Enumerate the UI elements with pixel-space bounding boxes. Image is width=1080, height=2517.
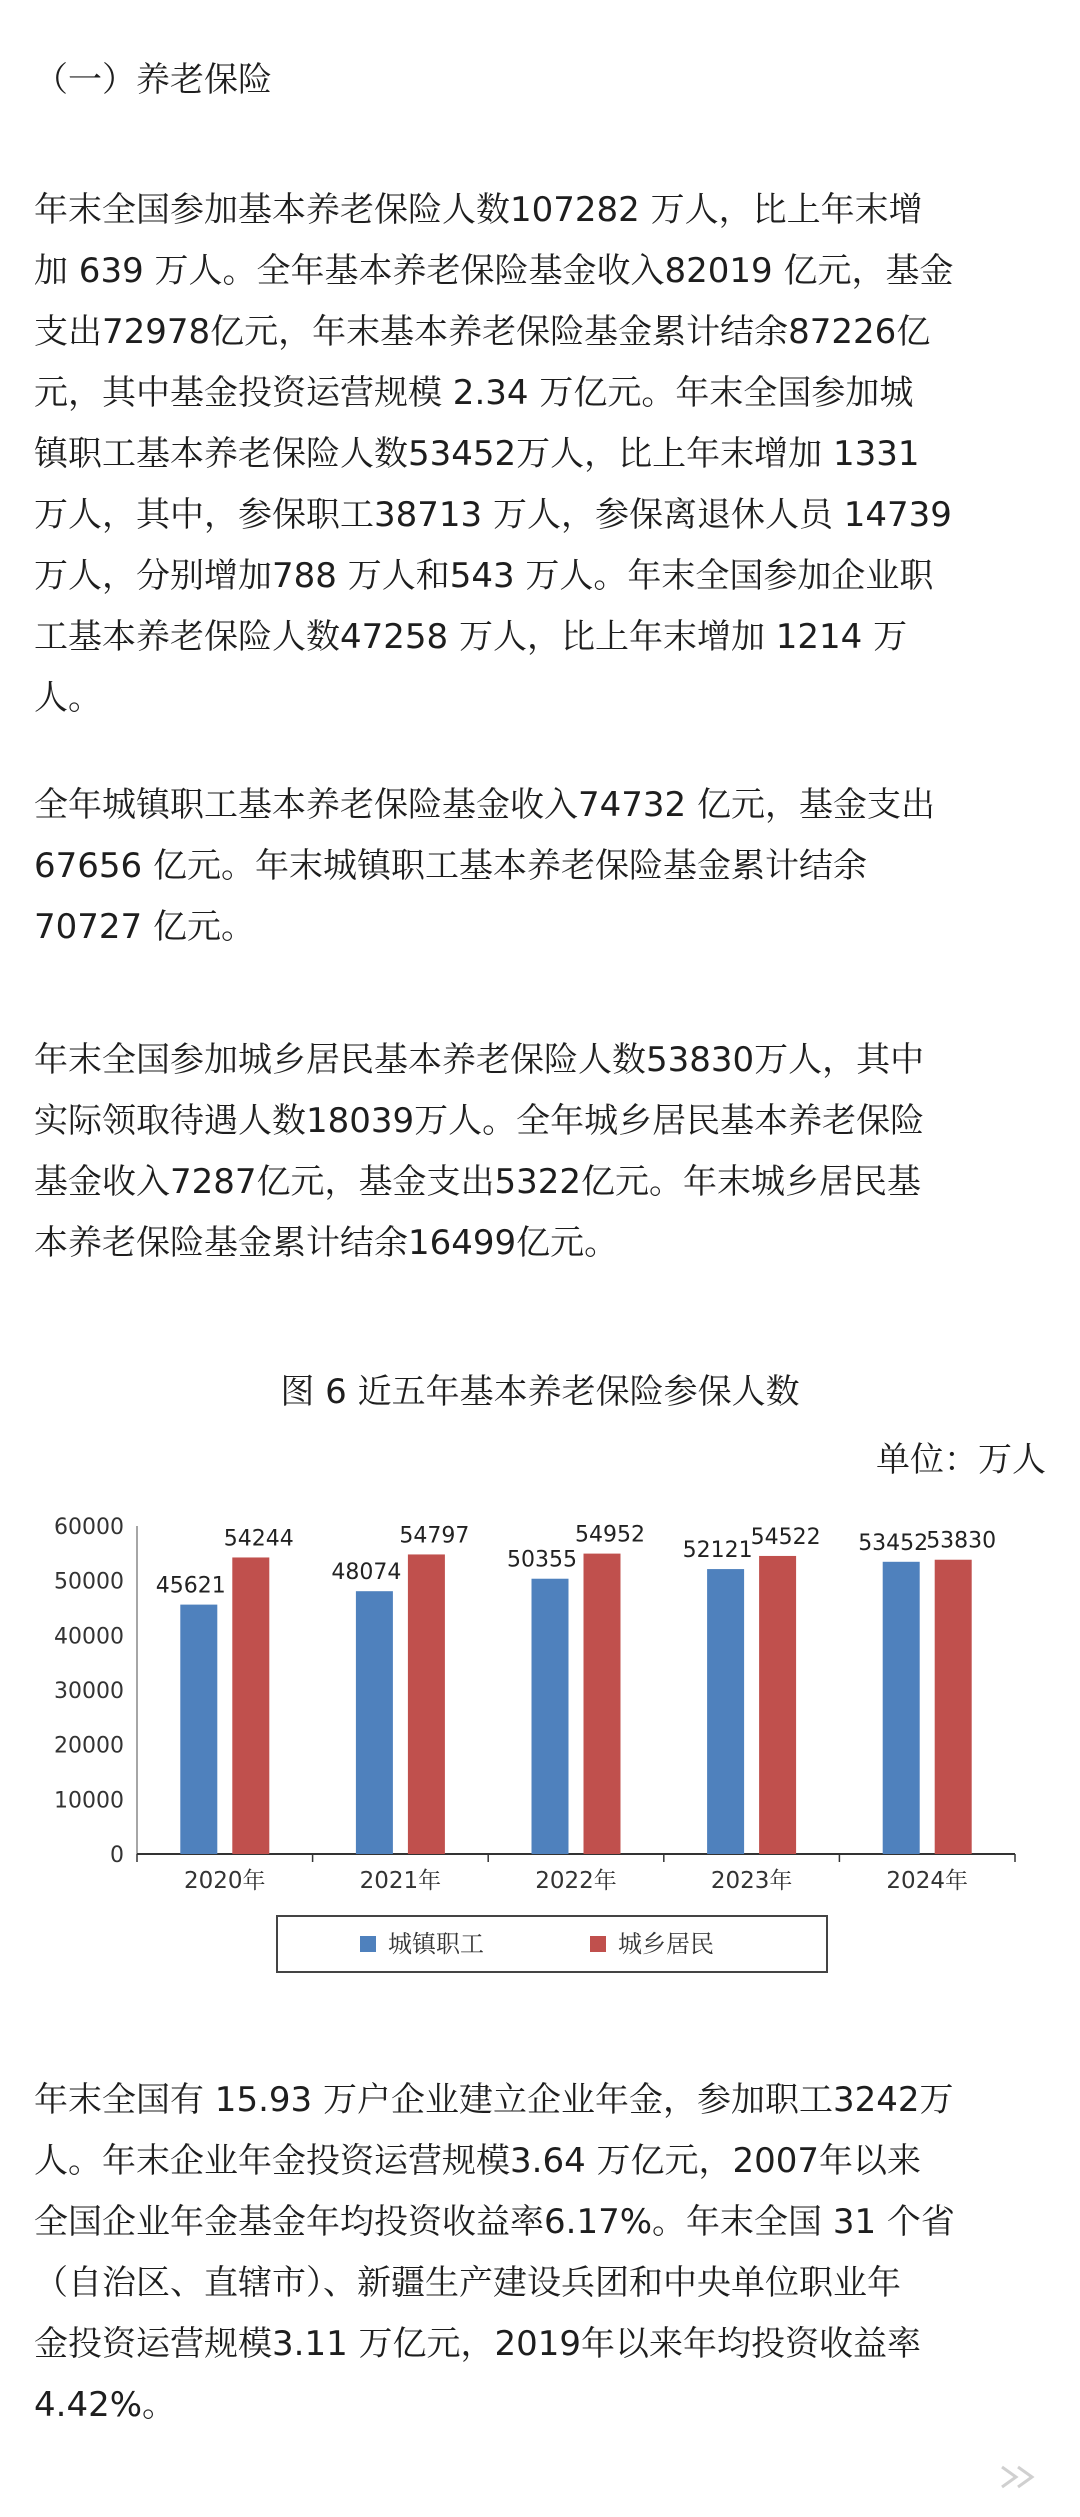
bar-urban-rural-resident [584,1554,621,1854]
y-tick-label: 30000 [54,1679,124,1704]
paragraph-urban-rural-resident [34,1030,1044,1274]
section-heading: （一）养老保险 [34,60,272,100]
y-tick-label: 10000 [54,1788,124,1814]
double-chevron-icon [996,2459,1040,2495]
y-tick-label: 60000 [54,1515,124,1540]
text-line: 全年城镇职工基本养老保险基金收入74732 亿元，基金支出 [34,785,935,825]
bar-urban-rural-resident [935,1560,972,1854]
figure-unit: 单位：万人 [876,1440,1046,1480]
text-line: 人。年末企业年金投资运营规模3.64 万亿元，2007年以来 [34,2141,922,2181]
text-line: 本养老保险基金累计结余16499亿元。 [34,1223,619,1263]
data-label: 54522 [750,1524,821,1550]
data-label: 54952 [575,1522,645,1548]
data-label: 54797 [399,1523,470,1549]
x-tick-label: 2021年 [359,1868,442,1894]
text-line: 全国企业年金基金年均投资收益率6.17%。年末全国 31 个省 [34,2202,955,2242]
x-tick-label: 2020年 [184,1868,266,1894]
y-tick-label: 50000 [54,1569,124,1595]
x-tick-label: 2023年 [710,1868,793,1894]
text-line: 实际领取待遇人数18039万人。全年城乡居民基本养老保险 [34,1101,925,1141]
legend-label: 城乡居民 [618,1930,714,1958]
text-line: 支出72978亿元，年末基本养老保险基金累计结余87226亿 [34,312,931,352]
data-label: 50355 [507,1547,577,1573]
bar-urban-employee [356,1591,393,1854]
text-line: 年末全国有 15.93 万户企业建立企业年金，参加职工3242万 [34,2080,954,2120]
text-line: 年末全国参加基本养老保险人数107282 万人，比上年末增 [34,190,923,230]
text-line: 万人，分别增加788 万人和543 万人。年末全国参加企业职 [34,556,934,596]
figure-title: 图 6 近五年基本养老保险参保人数 [280,1372,800,1412]
text-line: 加 639 万人。全年基本养老保险基金收入82019 亿元，基金 [34,251,954,291]
text-line: 基金收入7287亿元，基金支出5322亿元。年末城乡居民基 [34,1162,922,1202]
text-line: 67656 亿元。年末城镇职工基本养老保险基金累计结余 [34,846,867,886]
bar-chart [0,1490,1080,2010]
bar-urban-rural-resident [408,1554,445,1854]
y-tick-label: 40000 [54,1624,124,1650]
text-line: 70727 亿元。 [34,907,255,947]
text-line: 人。 [34,678,102,718]
text-line: 元，其中基金投资运营规模 2.34 万亿元。年末全国参加城 [34,373,914,413]
legend-label: 城镇职工 [388,1930,484,1958]
data-label: 53452 [858,1530,929,1556]
text-line: （自治区、直辖市）、新疆生产建设兵团和中央单位职业年 [34,2263,901,2303]
text-line: 4.42%。 [34,2385,177,2425]
bar-urban-employee [532,1579,569,1854]
text-line: 万人，其中，参保职工38713 万人，参保离退休人员 14739 [34,495,952,535]
paragraph-pension-overview [34,180,1044,729]
x-tick-label: 2024年 [886,1868,968,1894]
bar-urban-rural-resident [232,1557,269,1854]
y-tick-label: 0 [110,1843,124,1868]
legend-box [277,1916,827,1972]
legend-swatch [590,1936,606,1952]
bar-urban-employee [883,1562,920,1854]
data-label: 53830 [926,1528,997,1554]
x-tick-label: 2022年 [535,1868,617,1894]
data-label: 54244 [223,1526,294,1552]
text-line: 镇职工基本养老保险人数53452万人，比上年末增加 1331 [34,434,920,474]
text-line: 金投资运营规模3.11 万亿元，2019年以来年均投资收益率 [34,2324,922,2364]
bar-urban-rural-resident [759,1556,796,1854]
paragraph-enterprise-annuity [34,2070,1044,2436]
data-label: 48074 [331,1560,402,1586]
y-tick-label: 20000 [54,1733,124,1759]
data-label: 45621 [155,1573,226,1599]
text-line: 工基本养老保险人数47258 万人，比上年末增加 1214 万 [34,617,908,657]
data-label: 52121 [682,1538,753,1564]
bar-urban-employee [180,1605,217,1854]
bar-urban-employee [707,1569,744,1854]
text-line: 年末全国参加城乡居民基本养老保险人数53830万人，其中 [34,1040,925,1080]
legend-swatch [360,1936,376,1952]
paragraph-urban-employee-fund [34,775,1044,958]
